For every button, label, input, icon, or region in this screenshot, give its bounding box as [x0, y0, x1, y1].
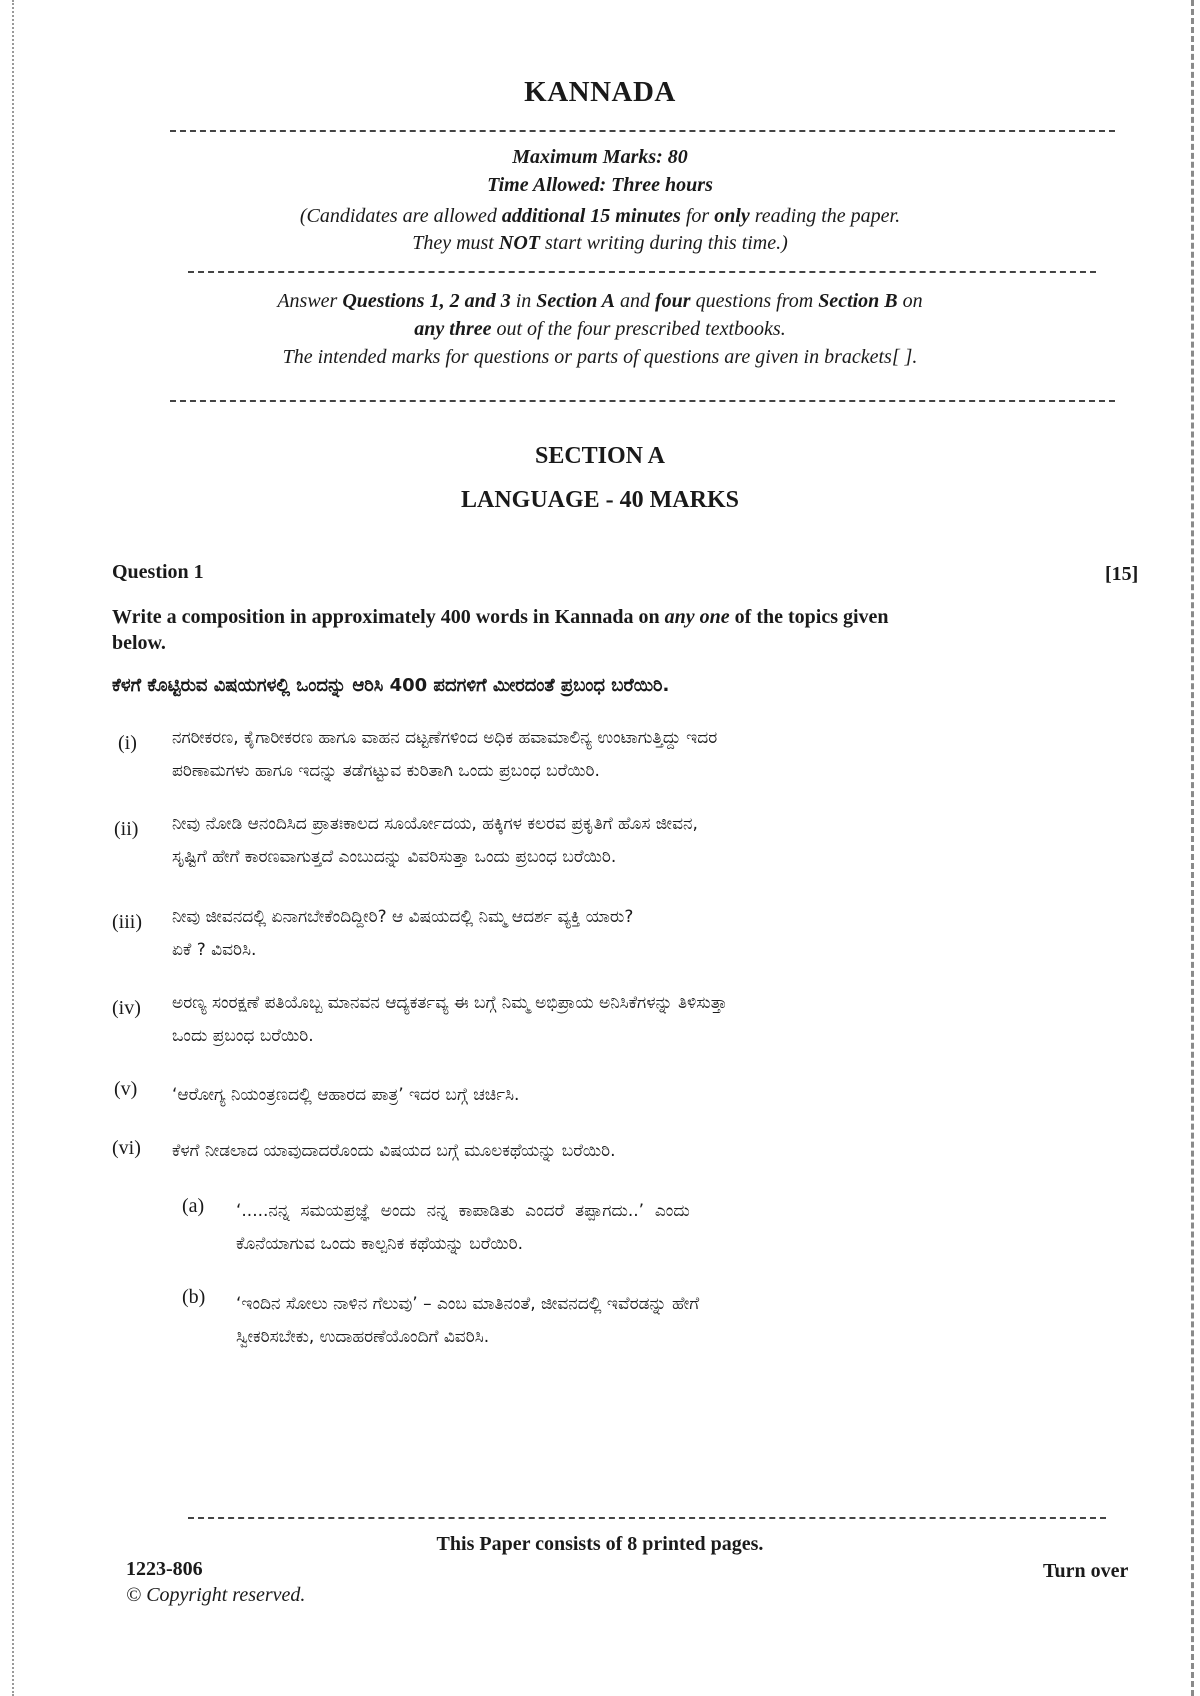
question-prompt-kannada: ಕೆಳಗೆ ಕೊಟ್ಟಿರುವ ವಿಷಯಗಳಲ್ಲಿ ಒಂದನ್ನು ಆರಿಸಿ 400 ಪದಗಳಿಗೆ ಮೀರದಂತೆ ಪ್ರಬಂಧ ಬರೆಯಿರಿ.: [112, 675, 670, 696]
subtopic-letter: (b): [182, 1286, 206, 1308]
topic-text: ನೀವು ನೋಡಿ ಆನಂದಿಸಿದ ಪ್ರಾತಃಕಾಲದ ಸೂರ್ಯೋದಯ, ಹಕ್ಕಿಗಳ ಕಲರವ ಪ್ರಕೃತಿಗೆ ಹೊಸ ಜೀವನ, ಸೃಷ್ಟಿಗೆ ಹೇಗೆ ಕಾರಣವಾಗುತ್ತದೆ ಎಂಬುದನ್ನು ವಿವರಿಸುತ್ತಾ ಒಂದು ಪ್ರಬಂಧ ಬರೆಯಿರಿ.: [172, 814, 698, 867]
question-prompt-english: Write a composition in approximately 400 words in Kannada on any one of the topics given below.: [112, 606, 889, 654]
subtopic-text: ‘.....ನನ್ನ ಸಮಯಪ್ರಜ್ಞೆ ಅಂದು ನನ್ನ ಕಾಪಾಡಿತು ಎಂದರೆ ತಪ್ಪಾಗದು..’ ಎಂದು ಕೊನೆಯಾಗುವ ಒಂದು ಕಾಲ್ಪನಿಕ ಕಥೆಯನ್ನು ಬರೆಯಿರಿ.: [236, 1201, 690, 1254]
topic-number: (vi): [112, 1137, 141, 1159]
divider-middle: [188, 271, 1096, 273]
topic-number: (iv): [112, 997, 141, 1019]
time-allowed: Time Allowed: Three hours: [487, 174, 713, 196]
paper-title: KANNADA: [524, 76, 676, 108]
topic-number: (i): [118, 732, 137, 754]
topic-number: (iii): [112, 911, 142, 933]
subtopic-letter: (a): [182, 1195, 205, 1217]
divider-bottom: [170, 400, 1115, 402]
topic-number: (v): [114, 1078, 138, 1100]
topic-number: (ii): [114, 818, 139, 840]
reading-note-line1: (Candidates are allowed additional 15 minutes for only reading the paper.: [299, 205, 901, 227]
topic-text: ನೀವು ಜೀವನದಲ್ಲಿ ಏನಾಗಬೇಕೆಂದಿದ್ದೀರಿ? ಆ ವಿಷಯದಲ್ಲಿ ನಿಮ್ಮ ಆದರ್ಶ ವ್ಯಕ್ತಿ ಯಾರು? ಏಕೆ ? ವಿವರಿಸಿ.: [172, 907, 634, 960]
question-marks: [15]: [1105, 563, 1139, 585]
section-subtitle: LANGUAGE - 40 MARKS: [460, 487, 739, 513]
instructions-line2: any three out of the four prescribed textbooks.: [414, 318, 786, 340]
topic-text: ನಗರೀಕರಣ, ಕೈಗಾರೀಕರಣ ಹಾಗೂ ವಾಹನ ದಟ್ಟಣೆಗಳಿಂದ ಅಧಿಕ ಹವಾಮಾಲಿನ್ಯ ಉಂಟಾಗುತ್ತಿದ್ದು ಇದರ ಪರಿಣಾಮಗಳು ಹಾಗೂ ಇದನ್ನು ತಡೆಗಟ್ಟುವ ಕುರಿತಾಗಿ ಒಂದು ಪ್ರಬಂಧ ಬರೆಯಿರಿ.: [172, 728, 718, 781]
page-count-note: This Paper consists of 8 printed pages.: [436, 1533, 764, 1555]
question-label: Question 1: [112, 561, 204, 583]
section-title: SECTION A: [534, 443, 666, 469]
copyright-note: © Copyright reserved.: [126, 1584, 306, 1606]
topic-text: ಅರಣ್ಯ ಸಂರಕ್ಷಣೆ ಪತಿಯೊಬ್ಬ ಮಾನವನ ಆದ್ಯಕರ್ತವ್ಯ ಈ ಬಗ್ಗೆ ನಿಮ್ಮ ಅಭಿಪ್ರಾಯ ಅನಿಸಿಕೆಗಳನ್ನು ತಿಳಿಸುತ್ತಾ ಒಂದು ಪ್ರಬಂಧ ಬರೆಯಿರಿ.: [172, 993, 728, 1046]
paper-code: 1223-806: [126, 1558, 203, 1580]
subtopic-text: ‘ಇಂದಿನ ಸೋಲು ನಾಳಿನ ಗೆಲುವು’ – ಎಂಬ ಮಾತಿನಂತೆ, ಜೀವನದಲ್ಲಿ ಇವೆರಡನ್ನು ಹೇಗೆ ಸ್ವೀಕರಿಸಬೇಕು, ಉದಾಹರಣೆಯೊಂದಿಗೆ ವಿವರಿಸಿ.: [236, 1294, 700, 1347]
divider-top: [170, 130, 1115, 132]
footer-divider: [188, 1517, 1106, 1519]
topic-text: ‘ಆರೋಗ್ಯ ನಿಯಂತ್ರಣದಲ್ಲಿ ಆಹಾರದ ಪಾತ್ರ’ ಇದರ ಬಗ್ಗೆ ಚರ್ಚಿಸಿ.: [172, 1085, 520, 1105]
reading-note-line2: They must NOT start writing during this time.): [412, 232, 788, 254]
max-marks: Maximum Marks: 80: [512, 146, 688, 168]
instructions-line1: Answer Questions 1, 2 and 3 in Section A and four questions from Section B on: [277, 290, 923, 312]
topic-text: ಕೆಳಗೆ ನೀಡಲಾದ ಯಾವುದಾದರೊಂದು ವಿಷಯದ ಬಗ್ಗೆ ಮೂಲಕಥೆಯನ್ನು ಬರೆಯಿರಿ.: [172, 1141, 616, 1161]
instructions-line3: The intended marks for questions or parts of questions are given in brackets[ ].: [282, 346, 918, 368]
turn-over-label: Turn over: [1043, 1560, 1129, 1582]
